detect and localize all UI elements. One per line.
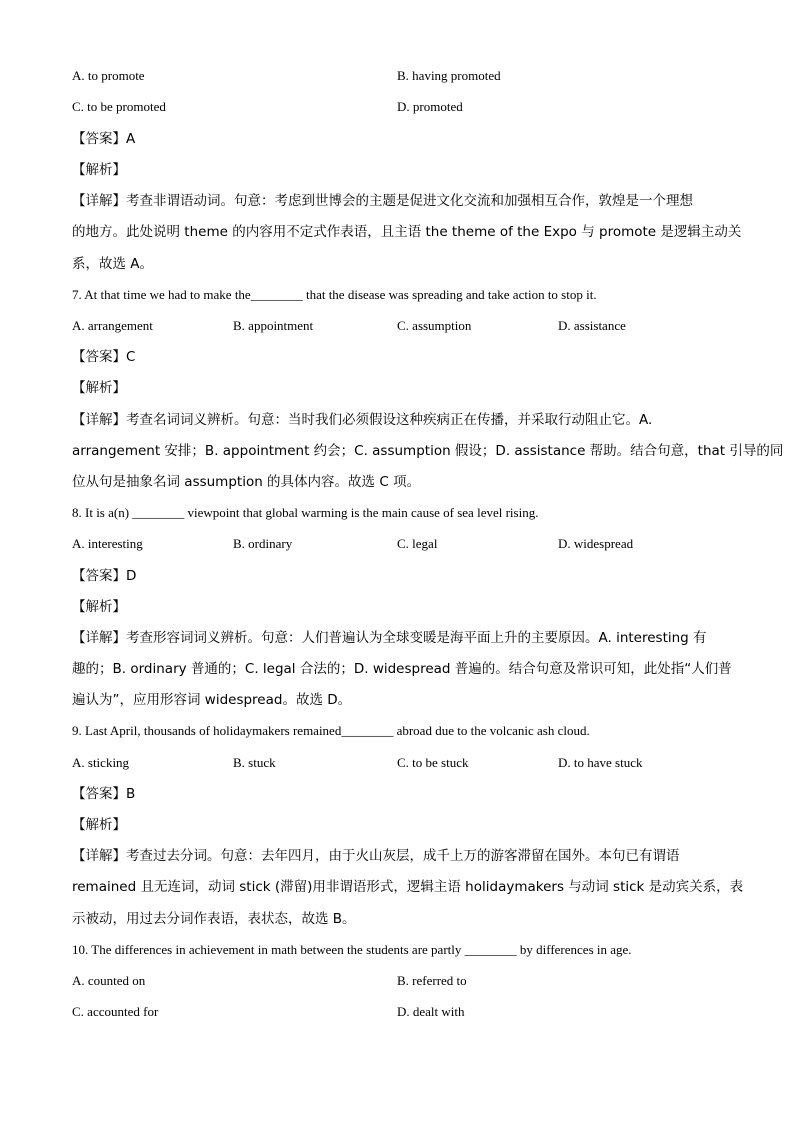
q8-option-c: C. legal (397, 536, 438, 551)
q8-option-d: D. widespread (558, 536, 634, 551)
q8-option-a: A. interesting (72, 536, 143, 551)
q9-detail-line: 【详解】考查过去分词。句意：去年四月，由于火山灰层，成千上万的游客滞留在国外。本句已有谓语 (72, 848, 680, 864)
q9-detail-line: remained 且无连词，动词 stick (滞留)用非谓语形式，逻辑主语 holidaymakers 与动词 stick 是动宾关系，表 (72, 879, 744, 895)
q10-option-c: C. accounted for (72, 1004, 159, 1019)
q10-option-a: A. counted on (72, 973, 146, 988)
q6-analysis-heading: 【解析】 (72, 162, 126, 178)
q9-question: 9. Last April, thousands of holidaymakers remained________ abroad due to the volcanic ash cloud. (72, 723, 590, 738)
q8-detail-line: 【详解】考查形容词词义辨析。句意：人们普遍认为全球变暖是海平面上升的主要原因。A. interesting 有 (72, 630, 707, 646)
q9-detail-line: 示被动，用过去分词作表语，表状态，故选 B。 (72, 911, 356, 927)
q6-option-c: C. to be promoted (72, 99, 166, 114)
q7-option-c: C. assumption (397, 318, 472, 333)
q7-detail-line: 位从句是抽象名词 assumption 的具体内容。故选 C 项。 (72, 474, 421, 490)
q6-option-d: D. promoted (397, 99, 463, 114)
q7-question: 7. At that time we had to make the________ that the disease was spreading and take action to stop it. (72, 287, 597, 302)
q7-option-d: D. assistance (558, 318, 626, 333)
q10-option-d: D. dealt with (397, 1004, 465, 1019)
q6-detail-line: 系，故选 A。 (72, 256, 154, 272)
q6-answer: 【答案】A (72, 131, 136, 147)
q9-option-a: A. sticking (72, 755, 130, 770)
q7-analysis-heading: 【解析】 (72, 380, 126, 396)
q10-option-b: B. referred to (397, 973, 467, 988)
q8-detail-line: 遍认为”，应用形容词 widespread。故选 D。 (72, 692, 352, 708)
q9-analysis-heading: 【解析】 (72, 817, 126, 833)
q8-detail-line: 趣的；B. ordinary 普通的；C. legal 合法的；D. widespread 普遍的。结合句意及常识可知，此处指“人们普 (72, 661, 732, 677)
q8-analysis-heading: 【解析】 (72, 599, 126, 615)
q6-option-a: A. to promote (72, 68, 145, 83)
q9-answer: 【答案】B (72, 786, 136, 802)
q7-detail-line: arrangement 安排；B. appointment 约会；C. assumption 假设；D. assistance 帮助。结合句意，that 引导的同 (72, 443, 784, 459)
q6-detail-line: 的地方。此处说明 theme 的内容用不定式作表语，且主语 the theme of the Expo 与 promote 是逻辑主动关 (72, 224, 742, 240)
q8-question: 8. It is a(n) ________ viewpoint that global warming is the main cause of sea level rising. (72, 505, 539, 520)
q6-option-b: B. having promoted (397, 68, 501, 83)
q8-option-b: B. ordinary (233, 536, 293, 551)
q7-detail-line: 【详解】考查名词词义辨析。句意：当时我们必须假设这种疾病正在传播，并采取行动阻止它。A. (72, 412, 653, 428)
q6-detail-line: 【详解】考查非谓语动词。句意：考虑到世博会的主题是促进文化交流和加强相互合作，敦煌是一个理想 (72, 193, 693, 209)
q7-answer: 【答案】C (72, 349, 136, 365)
q10-question: 10. The differences in achievement in math between the students are partly ________ by differences in age. (72, 942, 632, 957)
q7-option-b: B. appointment (233, 318, 314, 333)
q7-option-a: A. arrangement (72, 318, 153, 333)
q9-option-b: B. stuck (233, 755, 276, 770)
q8-answer: 【答案】D (72, 568, 137, 584)
q9-option-c: C. to be stuck (397, 755, 469, 770)
q9-option-d: D. to have stuck (558, 755, 643, 770)
